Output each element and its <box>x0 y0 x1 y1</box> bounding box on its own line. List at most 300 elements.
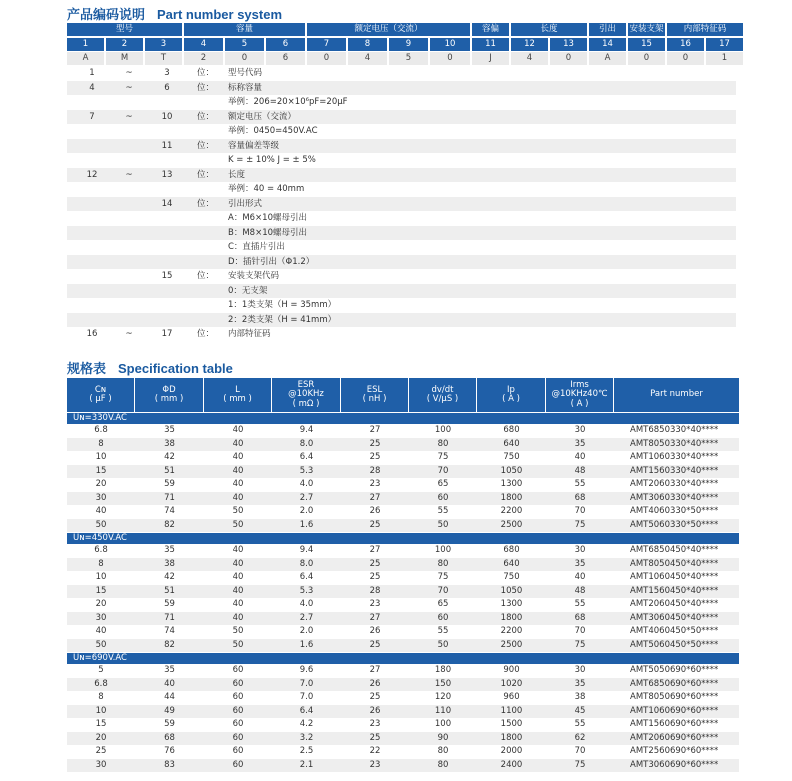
pn-explanation-desc: 长度 <box>228 169 246 180</box>
spec-cell: 55 <box>437 626 449 636</box>
pn-explanation-from: 12 <box>86 169 98 180</box>
pn-explanation-row <box>67 153 736 168</box>
spec-cell: 35 <box>574 558 586 569</box>
spec-cell: 8.0 <box>299 558 314 569</box>
pn-code-17: 1 <box>706 52 743 65</box>
pn-code-4: 2 <box>184 52 223 65</box>
pn-code-5: 0 <box>225 52 264 65</box>
spec-cell: 6.4 <box>299 705 314 716</box>
pn-explanation-wei: 位： <box>197 82 215 93</box>
spec-cell: 51 <box>164 465 175 476</box>
pn-position-13: 13 <box>550 38 587 51</box>
spec-part-number: AMT3060690*60**** <box>630 759 719 770</box>
spec-cell: 25 <box>369 452 381 462</box>
pn-code-11: J <box>472 52 509 65</box>
spec-cell: 25 <box>369 639 381 650</box>
spec-cell: 42 <box>164 572 175 582</box>
pn-explanation-tilde: ~ <box>125 169 133 180</box>
part-number-title-en: Part number system <box>157 7 283 22</box>
spec-cell: 25 <box>369 692 381 702</box>
pn-code-9: 5 <box>389 52 428 65</box>
pn-position-row <box>67 38 736 51</box>
spec-part-number: AMT6850330*40**** <box>630 425 719 435</box>
spec-cell: 68 <box>164 732 175 743</box>
pn-explanation-to: 15 <box>161 271 173 281</box>
spec-cell: 20 <box>95 479 107 489</box>
spec-cell: 6.4 <box>299 572 314 582</box>
spec-cell: 60 <box>232 692 244 702</box>
spec-header-col-5 <box>341 378 409 412</box>
pn-position-17: 17 <box>706 38 743 51</box>
spec-cell: 55 <box>574 479 586 489</box>
spec-cell: 6.8 <box>94 678 108 689</box>
spec-header-col-4 <box>272 378 341 412</box>
pn-explanation-desc: 型号代码 <box>228 68 263 78</box>
pn-position-5: 5 <box>225 38 264 51</box>
spec-cell: 640 <box>503 558 520 569</box>
pn-code-2: M <box>106 52 143 65</box>
spec-cell: 40 <box>95 626 107 636</box>
spec-cell: 28 <box>369 465 381 476</box>
spec-cell: 55 <box>574 599 586 609</box>
spec-header-col-1 <box>67 378 135 412</box>
spec-part-number: AMT4060330*50**** <box>630 506 719 516</box>
spec-part-number: AMT1060330*40**** <box>630 452 719 462</box>
spec-cell: 45 <box>574 705 586 716</box>
spec-part-number: AMT8050330*40**** <box>630 438 719 449</box>
pn-explanation-wei: 位： <box>197 111 215 122</box>
pn-explanation-row <box>67 66 736 81</box>
pn-explanation-desc: 举例：0450=450V.AC <box>228 126 318 136</box>
spec-table-row <box>67 678 739 692</box>
pn-group-row <box>67 23 736 36</box>
pn-explanation-tilde: ~ <box>125 329 133 339</box>
spec-part-number: AMT2060690*60**** <box>630 732 719 743</box>
spec-part-number: AMT2060450*40**** <box>630 599 719 609</box>
spec-cell: 50 <box>232 639 244 650</box>
spec-cell: 680 <box>503 545 520 555</box>
spec-cell: 50 <box>437 639 449 650</box>
pn-explanation-desc: 0：无支架 <box>228 285 268 296</box>
spec-cell: 59 <box>164 479 175 489</box>
spec-cell: 70 <box>574 506 586 516</box>
spec-table-row <box>67 664 739 678</box>
spec-cell: 1300 <box>500 479 523 489</box>
spec-cell: 48 <box>574 465 586 476</box>
spec-table-row <box>67 478 739 492</box>
spec-group-header: Uɴ=690V.AC <box>67 653 739 664</box>
spec-cell: 2000 <box>500 746 523 756</box>
pn-explanation-row <box>67 110 736 125</box>
spec-cell: 65 <box>437 599 449 609</box>
pn-explanation-desc: 标称容量 <box>228 82 263 93</box>
spec-cell: 26 <box>369 626 381 636</box>
pn-code-1: A <box>67 52 104 65</box>
pn-code-12: 4 <box>511 52 548 65</box>
spec-group-header: Uɴ=450V.AC <box>67 533 739 544</box>
spec-cell: 70 <box>437 465 449 476</box>
pn-group-8: 内部特征码 <box>667 23 743 36</box>
spec-part-number: AMT1060690*60**** <box>630 705 719 716</box>
spec-header-line: ( mm ) <box>154 394 184 404</box>
spec-header-col-7 <box>477 378 546 412</box>
spec-cell: 27 <box>369 665 381 675</box>
spec-cell: 8 <box>98 558 104 569</box>
spec-cell: 26 <box>369 705 381 716</box>
pn-code-8: 4 <box>348 52 387 65</box>
spec-cell: 6.8 <box>94 545 108 555</box>
spec-table-row <box>67 732 739 746</box>
spec-header-line: Part number <box>650 389 703 400</box>
pn-position-1: 1 <box>67 38 104 51</box>
spec-cell: 6.4 <box>299 452 314 462</box>
spec-header-line: dv/dt <box>431 384 454 395</box>
pn-code-16: 0 <box>667 52 704 65</box>
pn-position-6: 6 <box>266 38 305 51</box>
spec-table-row <box>67 585 739 599</box>
spec-cell: 680 <box>503 425 520 435</box>
spec-cell: 30 <box>95 759 107 770</box>
spec-group-header: Uɴ=330V.AC <box>67 413 739 424</box>
spec-table-row <box>67 424 739 438</box>
pn-explanation-from: 7 <box>89 111 95 122</box>
pn-explanation-wei: 位： <box>197 329 215 339</box>
spec-cell: 25 <box>369 732 381 743</box>
pn-group-2: 容量 <box>184 23 305 36</box>
spec-cell: 68 <box>574 612 586 623</box>
spec-cell: 15 <box>95 719 107 729</box>
spec-cell: 50 <box>95 519 107 530</box>
spec-cell: 15 <box>95 585 107 596</box>
spec-part-number: AMT1560450*40**** <box>630 585 719 596</box>
pn-explanation-desc: 额定电压（交流） <box>228 111 297 122</box>
spec-cell: 80 <box>437 759 449 770</box>
spec-header-line: @10KHz40℃ <box>551 389 608 400</box>
pn-explanation-row <box>67 95 736 110</box>
spec-header-line: ( μF ) <box>89 394 112 404</box>
pn-explanation-to: 13 <box>161 169 173 180</box>
spec-table-row <box>67 451 739 465</box>
pn-explanation-desc: 举例：206=20×10⁶pF=20μF <box>228 97 348 107</box>
spec-part-number: AMT6850690*60**** <box>630 678 719 689</box>
spec-cell: 4.2 <box>299 719 314 729</box>
spec-cell: 10 <box>95 452 107 462</box>
spec-part-number: AMT5060450*50**** <box>630 639 719 650</box>
pn-code-row <box>67 52 736 65</box>
spec-cell: 120 <box>434 692 452 702</box>
spec-cell: 80 <box>437 438 449 449</box>
spec-cell: 60 <box>232 665 244 675</box>
spec-cell: 30 <box>95 612 107 623</box>
pn-code-13: 0 <box>550 52 587 65</box>
spec-cell: 27 <box>369 612 381 623</box>
spec-cell: 900 <box>503 665 520 675</box>
spec-cell: 2.7 <box>299 492 314 503</box>
spec-title-cn: 规格表 <box>67 362 107 377</box>
spec-cell: 960 <box>503 692 520 702</box>
pn-explanation-to: 3 <box>164 68 170 78</box>
spec-table-row <box>67 745 739 759</box>
pn-explanation-to: 11 <box>161 140 173 151</box>
pn-explanation-row <box>67 211 736 226</box>
pn-explanation-row <box>67 269 736 284</box>
spec-cell: 40 <box>232 479 244 489</box>
part-number-title-cn: 产品编码说明 <box>67 8 146 23</box>
spec-cell: 2.7 <box>299 612 314 623</box>
pn-explanation-tilde: ~ <box>125 82 133 93</box>
spec-cell: 75 <box>574 759 586 770</box>
pn-explanation-row <box>67 139 736 154</box>
spec-cell: 55 <box>437 506 449 516</box>
pn-position-4: 4 <box>184 38 223 51</box>
spec-cell: 40 <box>232 545 244 555</box>
spec-cell: 49 <box>164 705 175 716</box>
spec-cell: 35 <box>164 665 175 675</box>
spec-table-row <box>67 465 739 479</box>
spec-cell: 40 <box>95 506 107 516</box>
pn-code-6: 6 <box>266 52 305 65</box>
spec-cell: 1800 <box>500 612 523 623</box>
spec-cell: 28 <box>369 585 381 596</box>
spec-cell: 50 <box>232 626 244 636</box>
spec-cell: 75 <box>437 452 449 462</box>
spec-cell: 1800 <box>500 732 523 743</box>
pn-position-9: 9 <box>389 38 428 51</box>
spec-cell: 60 <box>232 759 244 770</box>
spec-cell: 25 <box>369 558 381 569</box>
pn-position-16: 16 <box>667 38 704 51</box>
spec-part-number: AMT8050690*60**** <box>630 692 719 702</box>
spec-cell: 8 <box>98 692 104 702</box>
pn-explanation-row <box>67 327 736 342</box>
pn-explanation-wei: 位： <box>197 140 215 151</box>
spec-part-number: AMT4060450*50**** <box>630 626 719 636</box>
spec-header-col-6 <box>409 378 477 412</box>
spec-cell: 90 <box>437 732 449 743</box>
pn-code-14: A <box>589 52 626 65</box>
spec-cell: 27 <box>369 545 381 555</box>
pn-position-14: 14 <box>589 38 626 51</box>
spec-cell: 1.6 <box>299 519 314 530</box>
spec-table-row <box>67 691 739 705</box>
pn-group-1: 型号 <box>67 23 182 36</box>
spec-part-number: AMT2060330*40**** <box>630 479 719 489</box>
spec-header-col-2 <box>135 378 204 412</box>
spec-cell: 60 <box>232 705 244 716</box>
spec-table-row <box>67 705 739 719</box>
spec-cell: 44 <box>164 692 175 702</box>
spec-part-number: AMT1560330*40**** <box>630 465 719 476</box>
spec-cell: 2.1 <box>299 759 314 770</box>
spec-cell: 50 <box>95 639 107 650</box>
spec-cell: 50 <box>437 519 449 530</box>
pn-explanation-wei: 位： <box>197 198 215 209</box>
pn-code-15: 0 <box>628 52 665 65</box>
spec-cell: 1100 <box>500 705 523 716</box>
spec-table-row <box>67 519 739 533</box>
spec-table-row <box>67 544 739 558</box>
spec-cell: 4.0 <box>299 599 314 609</box>
pn-position-11: 11 <box>472 38 509 51</box>
spec-cell: 100 <box>434 425 452 435</box>
spec-cell: 640 <box>503 438 520 449</box>
spec-cell: 42 <box>164 452 175 462</box>
pn-group-7: 安装支架 <box>629 24 664 34</box>
spec-cell: 5.3 <box>299 585 314 596</box>
spec-cell: 2500 <box>500 519 523 530</box>
spec-cell: 60 <box>232 732 244 743</box>
pn-explanation-row <box>67 255 736 270</box>
spec-table-row <box>67 639 739 653</box>
spec-cell: 82 <box>164 519 175 530</box>
spec-cell: 30 <box>95 492 107 503</box>
spec-cell: 75 <box>574 639 586 650</box>
pn-group-6: 引出 <box>589 23 626 36</box>
pn-group-3: 额定电压（交流） <box>307 23 470 36</box>
pn-position-10: 10 <box>430 38 470 51</box>
spec-cell: 1020 <box>500 678 523 689</box>
pn-code-10: 0 <box>430 52 470 65</box>
spec-cell: 2200 <box>500 506 523 516</box>
pn-position-15: 15 <box>628 38 665 51</box>
spec-cell: 50 <box>232 506 244 516</box>
spec-cell: 38 <box>164 438 175 449</box>
pn-explanation-desc: 举例：40 = 40mm <box>228 184 305 194</box>
spec-cell: 9.4 <box>299 545 314 555</box>
spec-header-line: ESR <box>297 379 315 390</box>
spec-cell: 30 <box>574 665 586 675</box>
spec-cell: 15 <box>95 465 107 476</box>
pn-position-3: 3 <box>145 38 182 51</box>
spec-cell: 80 <box>437 558 449 569</box>
spec-cell: 40 <box>574 452 586 462</box>
spec-cell: 750 <box>503 452 520 462</box>
spec-cell: 38 <box>164 558 175 569</box>
spec-cell: 40 <box>232 572 244 582</box>
spec-cell: 40 <box>232 599 244 609</box>
spec-cell: 2500 <box>500 639 523 650</box>
spec-cell: 3.2 <box>299 732 314 743</box>
spec-cell: 4.0 <box>299 479 314 489</box>
spec-cell: 5 <box>98 665 104 675</box>
spec-table-row <box>67 625 739 639</box>
spec-cell: 180 <box>434 665 452 675</box>
spec-cell: 60 <box>232 719 244 729</box>
spec-cell: 1050 <box>500 585 523 596</box>
spec-cell: 100 <box>434 545 452 555</box>
spec-header-col-3 <box>204 378 272 412</box>
spec-cell: 23 <box>369 759 381 770</box>
spec-header-line: ESL <box>366 384 383 395</box>
spec-cell: 40 <box>574 572 586 582</box>
spec-table-row <box>67 612 739 626</box>
spec-cell: 40 <box>164 678 175 689</box>
spec-cell: 1500 <box>500 719 523 729</box>
spec-cell: 60 <box>232 746 244 756</box>
pn-explanation-desc: D：插针引出（Φ1.2） <box>228 256 315 267</box>
spec-cell: 40 <box>232 612 244 623</box>
pn-group-5: 长度 <box>511 23 587 36</box>
spec-cell: 750 <box>503 572 520 582</box>
spec-cell: 30 <box>574 545 586 555</box>
spec-cell: 100 <box>434 719 452 729</box>
spec-cell: 50 <box>232 519 244 530</box>
spec-cell: 25 <box>369 438 381 449</box>
spec-cell: 22 <box>369 746 381 756</box>
spec-cell: 20 <box>95 599 107 609</box>
spec-header-line: ( mm ) <box>223 394 252 404</box>
spec-cell: 68 <box>574 492 586 503</box>
spec-cell: 1.6 <box>299 639 314 650</box>
spec-part-number: AMT5060330*50**** <box>630 519 719 530</box>
spec-cell: 51 <box>164 585 175 596</box>
spec-cell: 40 <box>232 438 244 449</box>
pn-explanation-row <box>67 298 736 313</box>
spec-table-row <box>67 558 739 572</box>
pn-explanation-desc: 引出形式 <box>228 198 263 209</box>
pn-explanation-row <box>67 197 736 212</box>
spec-cell: 74 <box>164 626 175 636</box>
pn-position-12: 12 <box>511 38 548 51</box>
spec-cell: 1800 <box>500 492 523 503</box>
pn-explanation-to: 6 <box>164 82 170 93</box>
spec-cell: 25 <box>369 572 381 582</box>
spec-cell: 23 <box>369 599 381 609</box>
spec-cell: 8.0 <box>299 438 314 449</box>
pn-explanation-tilde: ~ <box>125 111 133 122</box>
spec-cell: 71 <box>164 492 175 503</box>
spec-cell: 60 <box>232 678 244 689</box>
pn-code-7: 0 <box>307 52 346 65</box>
spec-cell: 83 <box>164 759 175 770</box>
pn-explanation-desc: K = ± 10% J = ± 5% <box>228 155 316 165</box>
spec-cell: 82 <box>164 639 175 650</box>
pn-explanation-to: 17 <box>161 329 173 339</box>
spec-cell: 60 <box>437 612 449 623</box>
spec-cell: 70 <box>574 746 586 756</box>
pn-position-2: 2 <box>106 38 143 51</box>
pn-group-4: 容偏 <box>472 23 509 36</box>
spec-cell: 23 <box>369 479 381 489</box>
pn-explanation-row <box>67 182 736 197</box>
spec-cell: 150 <box>434 678 452 689</box>
pn-explanation-row <box>67 81 736 96</box>
spec-header-line: L <box>235 384 240 395</box>
pn-explanation-row <box>67 313 736 328</box>
spec-cell: 10 <box>95 572 107 582</box>
spec-cell: 80 <box>437 746 449 756</box>
spec-part-number: AMT2560690*60**** <box>630 746 719 756</box>
spec-cell: 40 <box>232 585 244 596</box>
spec-cell: 38 <box>574 692 586 702</box>
spec-cell: 70 <box>437 585 449 596</box>
spec-cell: 7.0 <box>299 692 314 702</box>
spec-header-line: ( A ) <box>502 394 520 404</box>
spec-cell: 23 <box>369 719 381 729</box>
pn-explanation-row <box>67 226 736 241</box>
spec-cell: 35 <box>164 545 175 555</box>
spec-part-number: AMT1060450*40**** <box>630 572 719 582</box>
spec-table-row <box>67 492 739 506</box>
spec-cell: 2.0 <box>299 626 314 636</box>
spec-header-line: ( mΩ ) <box>292 398 320 409</box>
spec-cell: 71 <box>164 612 175 623</box>
spec-cell: 1050 <box>500 465 523 476</box>
spec-cell: 35 <box>574 438 586 449</box>
pn-explanation-row <box>67 240 736 255</box>
spec-cell: 2.5 <box>299 746 314 756</box>
spec-header-row <box>67 378 739 412</box>
